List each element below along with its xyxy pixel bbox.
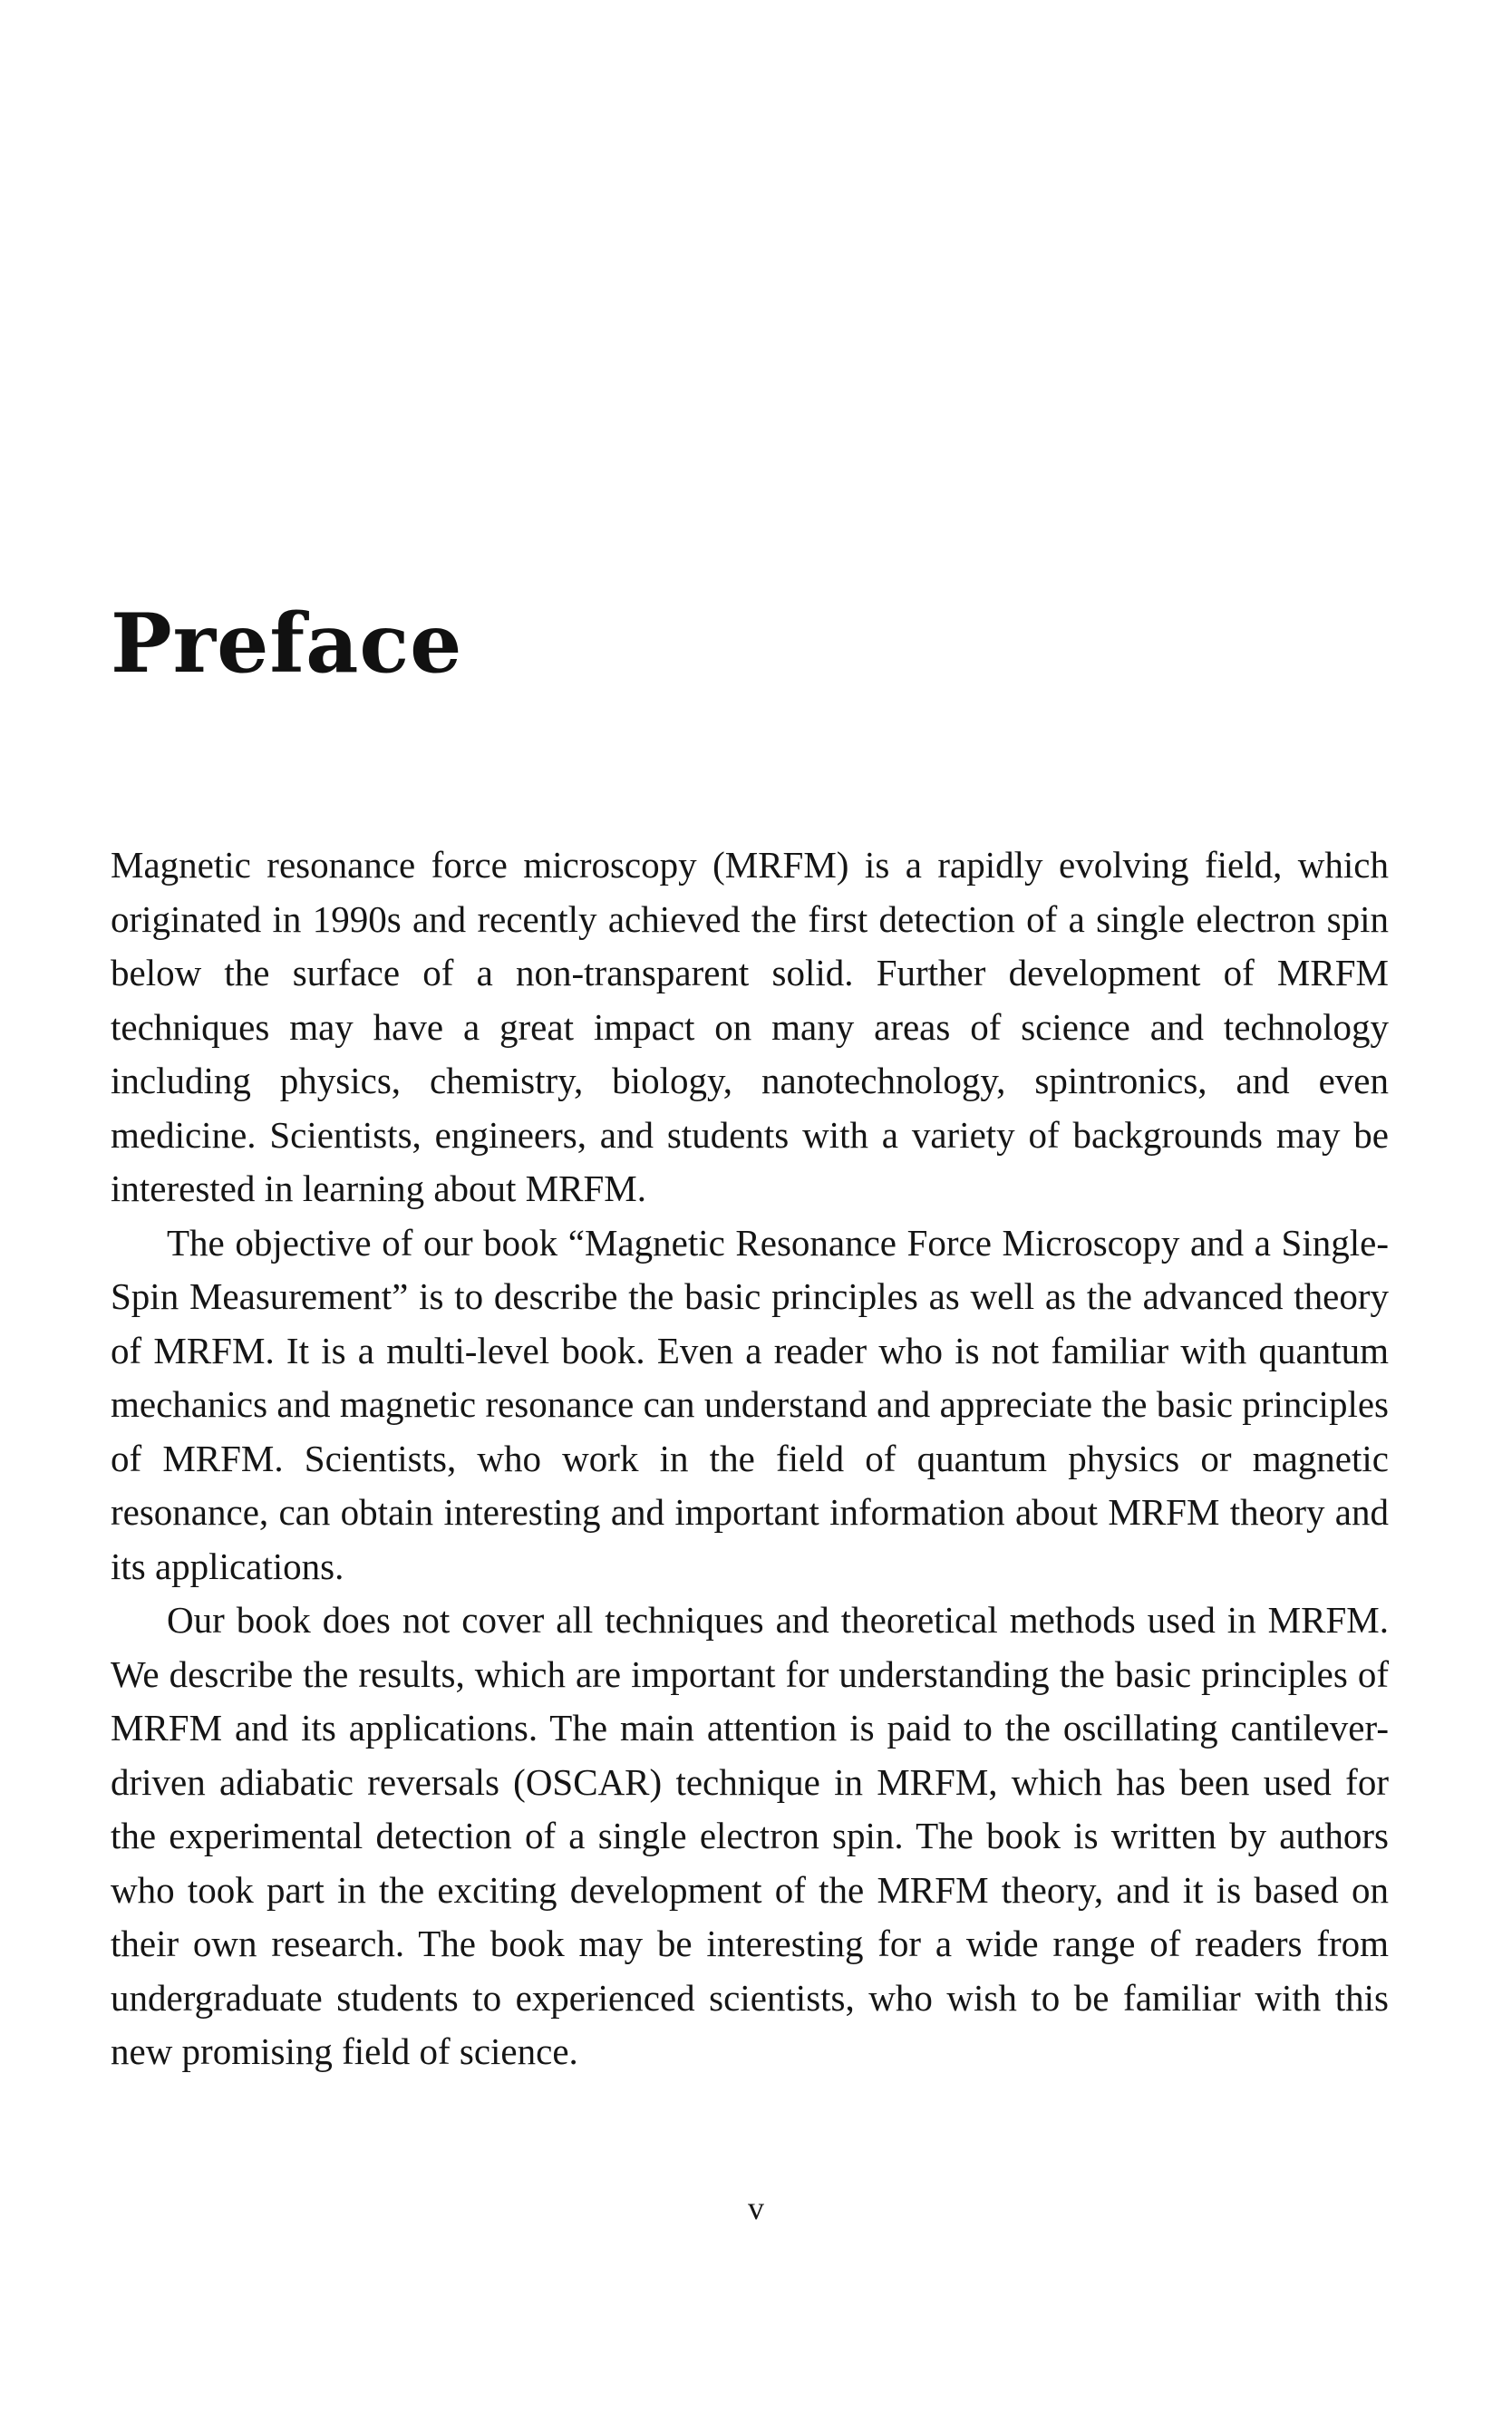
paragraph-3: Our book does not cover all techniques and theoretical methods used in MRFM. We describe the results, which are important for understanding the basic principles of MRFM and its applications. The main attention is paid to the oscillating cantilever-driven adiabatic reversals (OSCAR) technique in MRFM, which has been used for the experimental detection of a single electron spin. The book is written by authors who took part in the exciting development of the MRFM theory, and it is based on their own research. The book may be interesting for a wide range of readers from undergraduate students to experienced scientists, who wish to be familiar with this new promising field of science. — [111, 1599, 1389, 2072]
page-number: v — [748, 2190, 764, 2226]
page-title: Preface — [111, 596, 463, 692]
paragraph-2: The objective of our book “Magnetic Resonance Force Microscopy and a Single-Spin Measurement” is to describe the basic principles as well as the advanced theory of MRFM. It is a multi-level book. Even a reader who is not familiar with quantum mechanics and magnetic resonance can understand and appreciate the basic principles of MRFM. Scientists, who work in the field of quantum physics or magnetic resonance, can obtain interesting and important information about MRFM theory and its applications. — [111, 1221, 1389, 1587]
preface-body — [111, 838, 1389, 2079]
paragraph-1: Magnetic resonance force microscopy (MRFM) is a rapidly evolving field, which originated in 1990s and recently achieved the first detection of a single electron spin below the surface of a non-transparent solid. Further development of MRFM techniques may have a great impact on many areas of science and technology including physics, chemistry, biology, nanotechnology, spintronics, and even medicine. Scientists, engineers, and students with a variety of backgrounds may be interested in learning about MRFM. — [111, 844, 1389, 1209]
